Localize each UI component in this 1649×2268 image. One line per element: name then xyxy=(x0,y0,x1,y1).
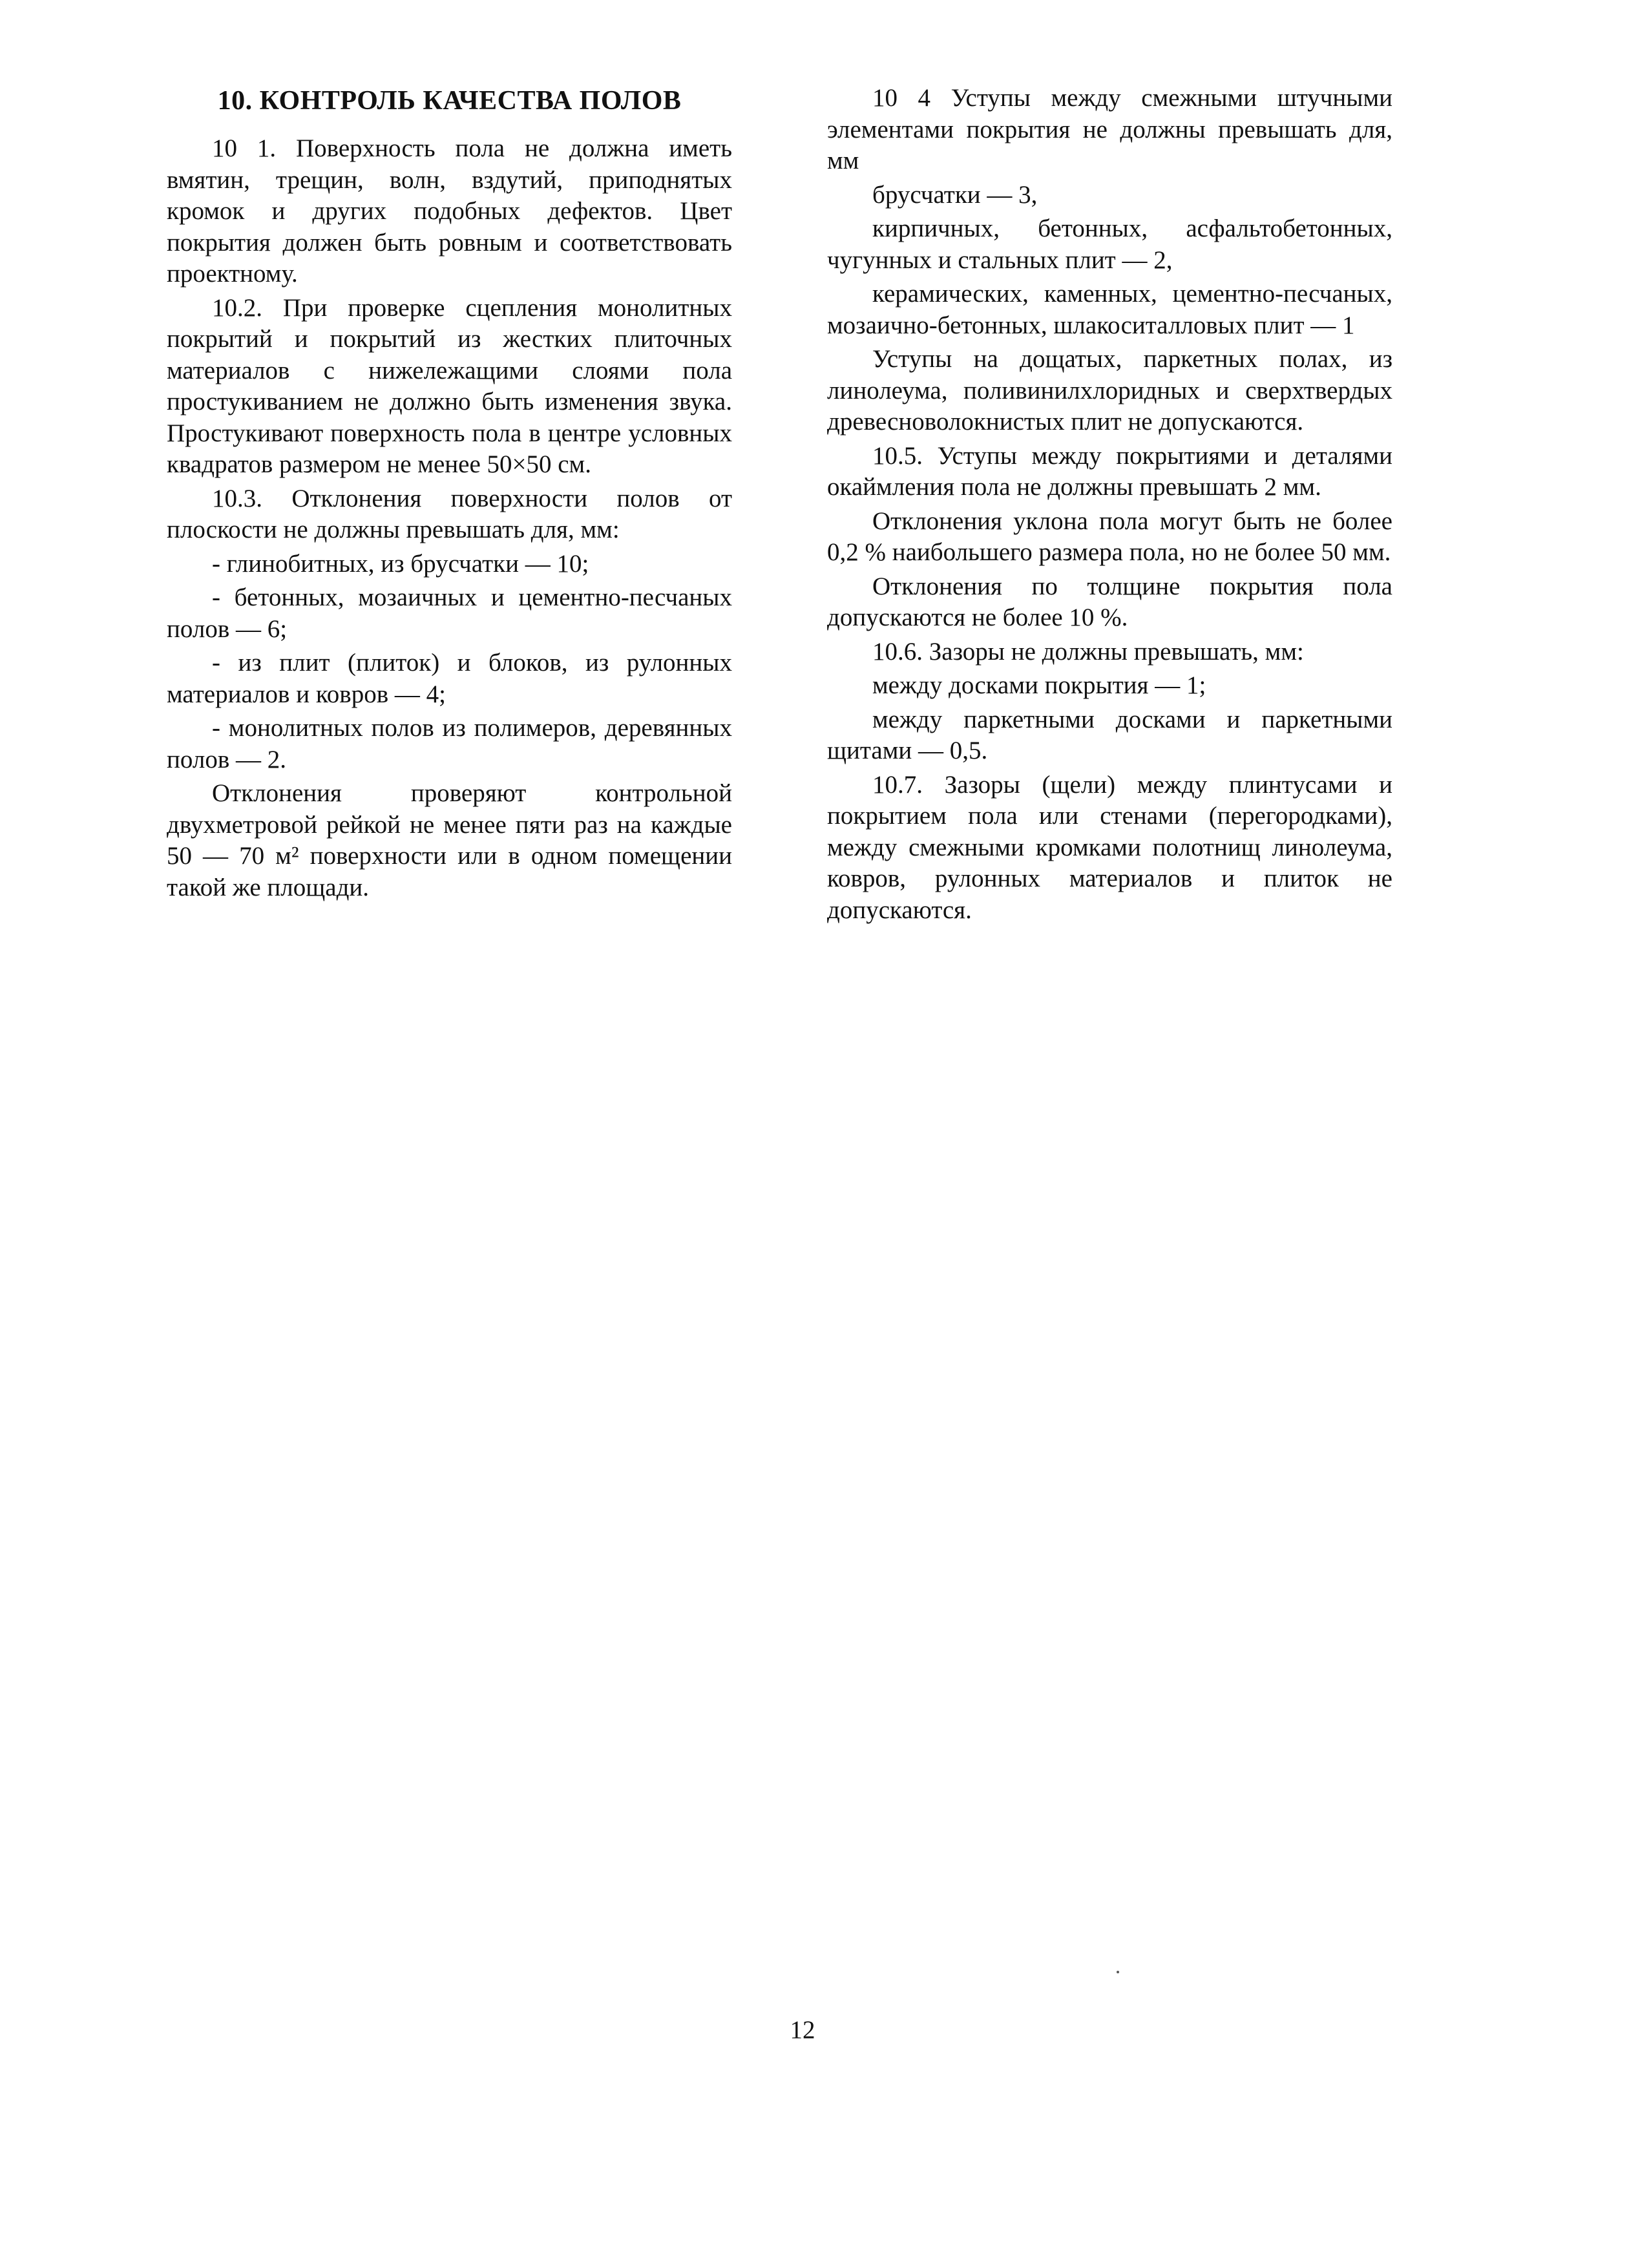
list-item-ceramic-slabs: керамических, каменных, цементно-песчаных, мозаично-бетонных, шлакоситалловых плит — 1 xyxy=(827,280,1392,339)
paragraph-slope-deviation: Отклонения уклона пола могут быть не более 0,2 % наибольшего размера пола, но не более 50 мм. xyxy=(827,507,1392,566)
paragraph-10-5: 10.5. Уступы между покрытиями и деталями окаймления пола не должны превышать 2 мм. xyxy=(827,441,1392,501)
scan-speck xyxy=(1117,1971,1119,1973)
paragraph-10-6: 10.6. Зазоры не должны превышать, мм: xyxy=(872,637,1304,666)
list-item-concrete-floors: - бетонных, мозаичных и цементно-песчаных полов — 6; xyxy=(167,583,732,643)
paragraph-deviation-check: Отклонения проверяют контрольной двухметровой рейкой не менее пяти раз на каждые 50 — 70 м² поверхности или в одном помещении такой же площади. xyxy=(167,779,732,901)
paragraph-10-4: 10 4 Уступы между смежными штучными элементами покрытия не должны превышать для, мм xyxy=(827,84,1392,174)
paragraph-10-3: 10.3. Отклонения поверхности полов от плоскости не должны превышать для, мм: xyxy=(167,484,732,543)
paragraph-10-2: 10.2. При проверке сцепления монолитных покрытий и покрытий из жестких плиточных материалов с нижележащими слоями пола простукиванием не должно быть изменения звука. Простукивают поверхность пола в центре условных квадратов размером не менее 50×50 см. xyxy=(167,293,732,478)
paragraph-10-1: 10 1. Поверхность пола не должна иметь вмятин, трещин, волн, вздутий, приподнятых кромок и других подобных дефектов. Цвет покрытия должен быть ровным и соответствовать проектному. xyxy=(167,134,732,288)
paragraph-10-7: 10.7. Зазоры (щели) между плинтусами и покрытием пола или стенами (перегородками), между смежными кромками полотнищ линолеума, ковров, рулонных материалов и плиток не допускаются. xyxy=(827,770,1392,924)
list-item-polymer-floors: - монолитных полов из полимеров, деревянных полов — 2. xyxy=(167,714,732,773)
list-item-board-gaps: между досками покрытия — 1; xyxy=(872,671,1206,699)
list-item-tile-floors: - из плит (плиток) и блоков, из рулонных материалов и ковров — 4; xyxy=(167,649,732,708)
list-item-paving-stones: брусчатки — 3, xyxy=(872,180,1038,209)
paragraph-wooden-floors: Уступы на дощатых, паркетных полах, из линолеума, поливинилхлоридных и сверхтвердых древесноволокнистых плит не допускаются. xyxy=(827,345,1392,436)
paragraph-thickness-deviation: Отклонения по толщине покрытия пола допускаются не более 10 %. xyxy=(827,572,1392,631)
right-column xyxy=(827,83,1392,929)
list-item-parquet-gaps: между паркетными досками и паркетными щитами — 0,5. xyxy=(827,705,1392,764)
page-number: 12 xyxy=(790,2016,815,2044)
left-column xyxy=(167,83,732,906)
section-title: 10. КОНТРОЛЬ КАЧЕСТВА ПОЛОВ xyxy=(217,86,682,116)
list-item-brick-slabs: кирпичных, бетонных, асфальтобетонных, чугунных и стальных плит — 2, xyxy=(827,215,1392,274)
list-item-clay-floors: - глинобитных, из брусчатки — 10; xyxy=(212,549,589,578)
